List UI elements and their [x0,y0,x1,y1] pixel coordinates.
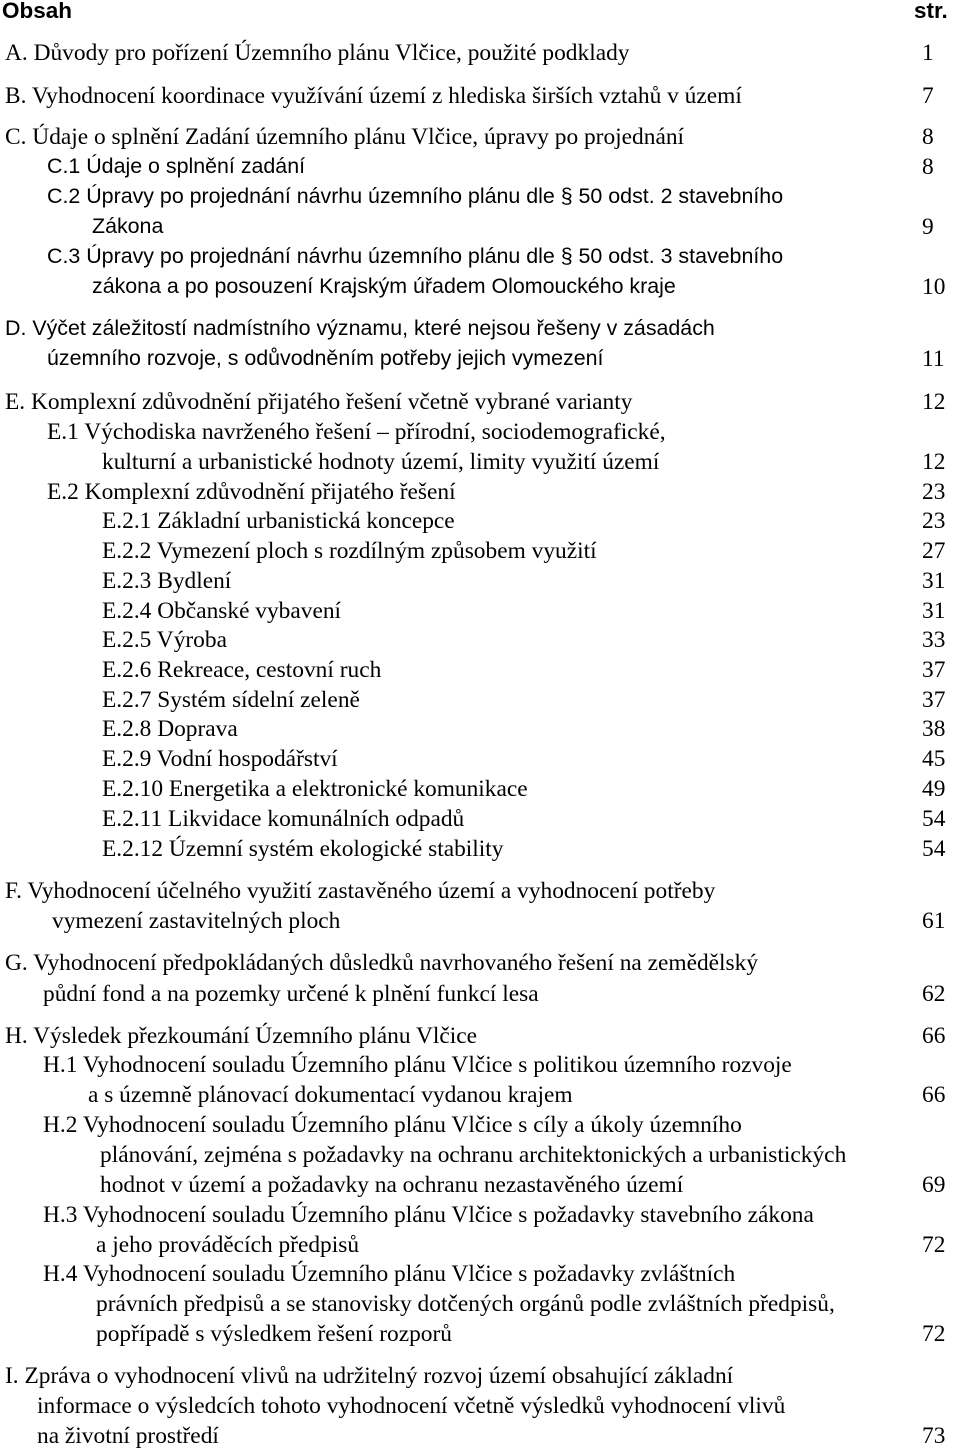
toc-entry-page: 10 [922,274,946,300]
toc-entry-text-cont: kulturní a urbanistické hodnoty území, limity využití území [102,449,660,475]
toc-entry-text: E.2.12 Územní systém ekologické stability [102,836,504,862]
toc-entry-text: H.1 Vyhodnocení souladu Územního plánu Vlčice s politikou územního rozvoje [43,1052,792,1078]
toc-entry-page: 69 [922,1172,946,1198]
toc-entry-page: 66 [922,1023,946,1049]
page-column-label: str. [914,0,948,23]
toc-entry-text: E.2.6 Rekreace, cestovní ruch [102,657,382,683]
toc-entry-text: E.2.3 Bydlení [102,568,232,594]
toc-entry-page: 9 [922,214,934,240]
toc-entry-text: G. Vyhodnocení předpokládaných důsledků navrhovaného řešení na zemědělský [5,950,759,976]
toc-entry-text: A. Důvody pro pořízení Územního plánu Vlčice, použité podklady [5,40,630,66]
toc-entry-page: 49 [922,776,946,802]
toc-entry-text: H.4 Vyhodnocení souladu Územního plánu Vlčice s požadavky zvláštních [43,1261,736,1287]
toc-entry-text: C.2 Úpravy po projednání návrhu územního plánu dle § 50 odst. 2 stavebního [47,184,784,208]
toc-entry-page: 8 [922,124,934,150]
toc-entry-page: 12 [922,449,946,475]
toc-entry-text-cont: a jeho prováděcích předpisů [96,1232,360,1258]
toc-entry-page: 45 [922,746,946,772]
toc-entry-text: I. Zpráva o vyhodnocení vlivů na udržitelný rozvoj území obsahující základní [5,1363,734,1389]
toc-entry-page: 11 [922,346,945,372]
toc-entry-text: F. Vyhodnocení účelného využití zastavěného území a vyhodnocení potřeby [5,878,716,904]
toc-entry-text: E.2.5 Výroba [102,627,227,653]
toc-entry-text-cont: informace o výsledcích tohoto vyhodnocení včetně výsledků vyhodnocení vlivů [37,1393,786,1419]
toc-entry-text: C.3 Úpravy po projednání návrhu územního plánu dle § 50 odst. 3 stavebního [47,244,784,268]
toc-entry-page: 54 [922,836,946,862]
toc-entry-page: 37 [922,657,946,683]
toc-entry-text: E.2.8 Doprava [102,716,238,742]
toc-entry-text-cont: popřípadě s výsledkem řešení rozporů [96,1321,452,1347]
toc-entry-text: H. Výsledek přezkoumání Územního plánu Vlčice [5,1023,478,1049]
toc-entry-text-cont: zákona a po posouzení Krajským úřadem Olomouckého kraje [92,274,676,298]
toc-entry-text: D. Výčet záležitostí nadmístního významu, které nejsou řešeny v zásadách [5,316,715,340]
toc-entry-text: C.1 Údaje o splnění zadání [47,154,306,178]
toc-entry-page: 37 [922,687,946,713]
toc-entry-page: 73 [922,1423,946,1449]
toc-entry-text: C. Údaje o splnění Zadání územního plánu Vlčice, úpravy po projednání [5,124,685,150]
toc-entry-text: E.2.1 Základní urbanistická koncepce [102,508,455,534]
toc-entry-page: 27 [922,538,946,564]
toc-entry-text: H.2 Vyhodnocení souladu Územního plánu Vlčice s cíly a úkoly územního [43,1112,742,1138]
toc-entry-text: E.2.11 Likvidace komunálních odpadů [102,806,465,832]
toc-entry-text-cont: hodnot v území a požadavky na ochranu nezastavěného území [100,1172,684,1198]
toc-entry-page: 72 [922,1232,946,1258]
toc-entry-text-cont: územního rozvoje, s odůvodněním potřeby jejich vymezení [47,346,604,370]
page-title: Obsah [2,0,73,23]
toc-entry-text: B. Vyhodnocení koordinace využívání území z hlediska širších vztahů v území [5,83,742,109]
toc-entry-text-cont: právních předpisů a se stanovisky dotčených orgánů podle zvláštních předpisů, [96,1291,835,1317]
toc-entry-text: E.2.4 Občanské vybavení [102,598,342,624]
toc-entry-page: 72 [922,1321,946,1347]
toc-entry-page: 23 [922,508,946,534]
toc-entry-text: E.2.10 Energetika a elektronické komunikace [102,776,528,802]
toc-entry-text: E.2 Komplexní zdůvodnění přijatého řešení [47,479,456,505]
toc-entry-page: 33 [922,627,946,653]
toc-entry-page: 7 [922,83,934,109]
toc-entry-page: 31 [922,568,946,594]
toc-entry-page: 38 [922,716,946,742]
toc-entry-page: 8 [922,154,934,180]
toc-entry-page: 12 [922,389,946,415]
toc-entry-text: E.2.9 Vodní hospodářství [102,746,338,772]
toc-entry-text-cont: vymezení zastavitelných ploch [52,908,341,934]
toc-entry-page: 62 [922,981,946,1007]
toc-entry-text: E. Komplexní zdůvodnění přijatého řešení včetně vybrané varianty [5,389,633,415]
toc-entry-text-cont: na životní prostředí [37,1423,219,1449]
toc-entry-page: 1 [922,40,934,66]
toc-entry-page: 54 [922,806,946,832]
toc-entry-text-cont: plánování, zejména s požadavky na ochranu architektonických a urbanistických [100,1142,847,1168]
toc-entry-text-cont: a s územně plánovací dokumentací vydanou krajem [88,1082,573,1108]
toc-entry-text: E.2.2 Vymezení ploch s rozdílným způsobem využití [102,538,597,564]
toc-entry-text: E.2.7 Systém sídelní zeleně [102,687,360,713]
toc-entry-page: 61 [922,908,946,934]
toc-entry-text-cont: půdní fond a na pozemky určené k plnění funkcí lesa [43,981,539,1007]
toc-entry-text-cont: Zákona [92,214,164,238]
toc-entry-text: E.1 Východiska navrženého řešení – přírodní, sociodemografické, [47,419,666,445]
toc-entry-text: H.3 Vyhodnocení souladu Územního plánu Vlčice s požadavky stavebního zákona [43,1202,814,1228]
toc-entry-page: 66 [922,1082,946,1108]
toc-entry-page: 23 [922,479,946,505]
toc-entry-page: 31 [922,598,946,624]
